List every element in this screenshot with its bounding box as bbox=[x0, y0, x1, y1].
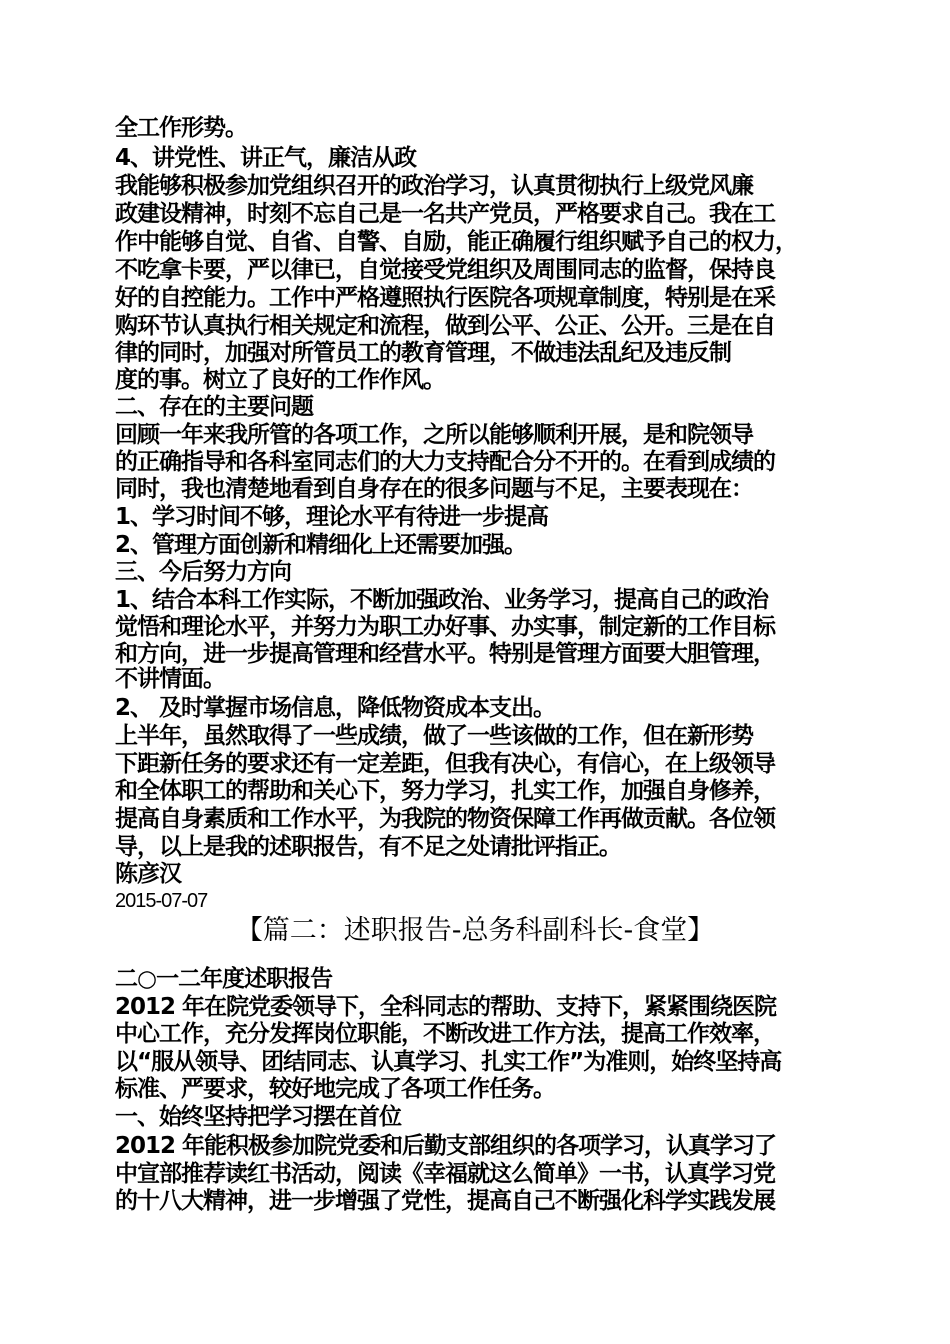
text-line: 作中能够自觉、自省、自警、自励，能正确履行组织赋予自己的权力， bbox=[115, 229, 797, 255]
text-line: 律的同时，加强对所管员工的教育管理，不做违法乱纪及违反制 bbox=[115, 340, 731, 366]
text-line: 2012 年能积极参加院党委和后勤支部组织的各项学习，认真学习了 bbox=[115, 1133, 777, 1159]
text-line: 我能够积极参加党组织召开的政治学习，认真贯彻执行上级党风廉 bbox=[115, 173, 753, 199]
text-line: 不吃拿卡要，严以律已，自觉接受党组织及周围同志的监督，保持良 bbox=[115, 257, 775, 283]
text-line: 好的自控能力。工作中严格遵照执行医院各项规章制度，特别是在采 bbox=[115, 285, 775, 311]
text-line: 导，以上是我的述职报告，有不足之处请批评指正。 bbox=[115, 834, 621, 860]
report-title: 二○一二年度述职报告 bbox=[115, 966, 333, 992]
section-heading: 一、始终坚持把学习摆在首位 bbox=[115, 1104, 401, 1130]
text-line: 的十八大精神，进一步增强了党性，提高自己不断强化科学实践发展 bbox=[115, 1188, 775, 1214]
text-line: 不讲情面。 bbox=[115, 666, 225, 692]
text-line: 全工作形势。 bbox=[115, 115, 247, 141]
text-line: 2012 年在院党委领导下，全科同志的帮助、支持下，紧紧围绕医院 bbox=[115, 994, 777, 1020]
section-heading: 二、存在的主要问题 bbox=[115, 394, 313, 420]
text-line: 同时，我也清楚地看到自身存在的很多问题与不足，主要表现在： bbox=[115, 476, 753, 502]
section-heading: 4、讲党性、讲正气，廉洁从政 bbox=[115, 145, 417, 171]
list-item: 2、管理方面创新和精细化上还需要加强。 bbox=[115, 532, 527, 558]
list-item: 2、 及时掌握市场信息，降低物资成本支出。 bbox=[115, 695, 556, 721]
text-line: 中宣部推荐读红书活动，阅读《幸福就这么简单》一书，认真学习党 bbox=[115, 1161, 775, 1187]
text-line: 政建设精神，时刻不忘自己是一名共产党员，严格要求自己。我在工 bbox=[115, 201, 775, 227]
text-line: 购环节认真执行相关规定和流程，做到公平、公正、公开。三是在自 bbox=[115, 313, 775, 339]
text-line: 度的事。树立了良好的工作作风。 bbox=[115, 367, 445, 393]
text-line: 提高自身素质和工作水平，为我院的物资保障工作再做贡献。各位领 bbox=[115, 806, 775, 832]
section-heading: 三、今后努力方向 bbox=[115, 559, 291, 585]
text-line: 觉悟和理论水平，并努力为职工办好事、办实事，制定新的工作目标 bbox=[115, 614, 775, 640]
text-line: 和全体职工的帮助和关心下，努力学习，扎实工作，加强自身修养， bbox=[115, 778, 775, 804]
text-line: 以“服从领导、团结同志、认真学习、扎实工作”为准则，始终坚持高 bbox=[115, 1049, 782, 1075]
signature-name: 陈彦汉 bbox=[115, 861, 181, 887]
text-line: 回顾一年来我所管的各项工作，之所以能够顺利开展，是和院领导 bbox=[115, 422, 753, 448]
signature-date: 2015-07-07 bbox=[115, 890, 208, 912]
article-heading: 【篇二：述职报告-总务科副科长-食堂】 bbox=[235, 915, 715, 946]
text-line: 下距新任务的要求还有一定差距，但我有决心，有信心，在上级领导 bbox=[115, 751, 775, 777]
text-line: 和方向，进一步提高管理和经营水平。特别是管理方面要大胆管理， bbox=[115, 641, 775, 667]
text-line: 上半年，虽然取得了一些成绩，做了一些该做的工作，但在新形势 bbox=[115, 723, 753, 749]
text-line: 中心工作，充分发挥岗位职能，不断改进工作方法，提高工作效率， bbox=[115, 1021, 775, 1047]
text-line: 1、结合本科工作实际，不断加强政治、业务学习，提高自己的政治 bbox=[115, 587, 769, 613]
text-line: 的正确指导和各科室同志们的大力支持配合分不开的。在看到成绩的 bbox=[115, 449, 775, 475]
text-line: 标准、严要求，较好地完成了各项工作任务。 bbox=[115, 1076, 555, 1102]
list-item: 1、学习时间不够，理论水平有待进一步提高 bbox=[115, 504, 549, 530]
